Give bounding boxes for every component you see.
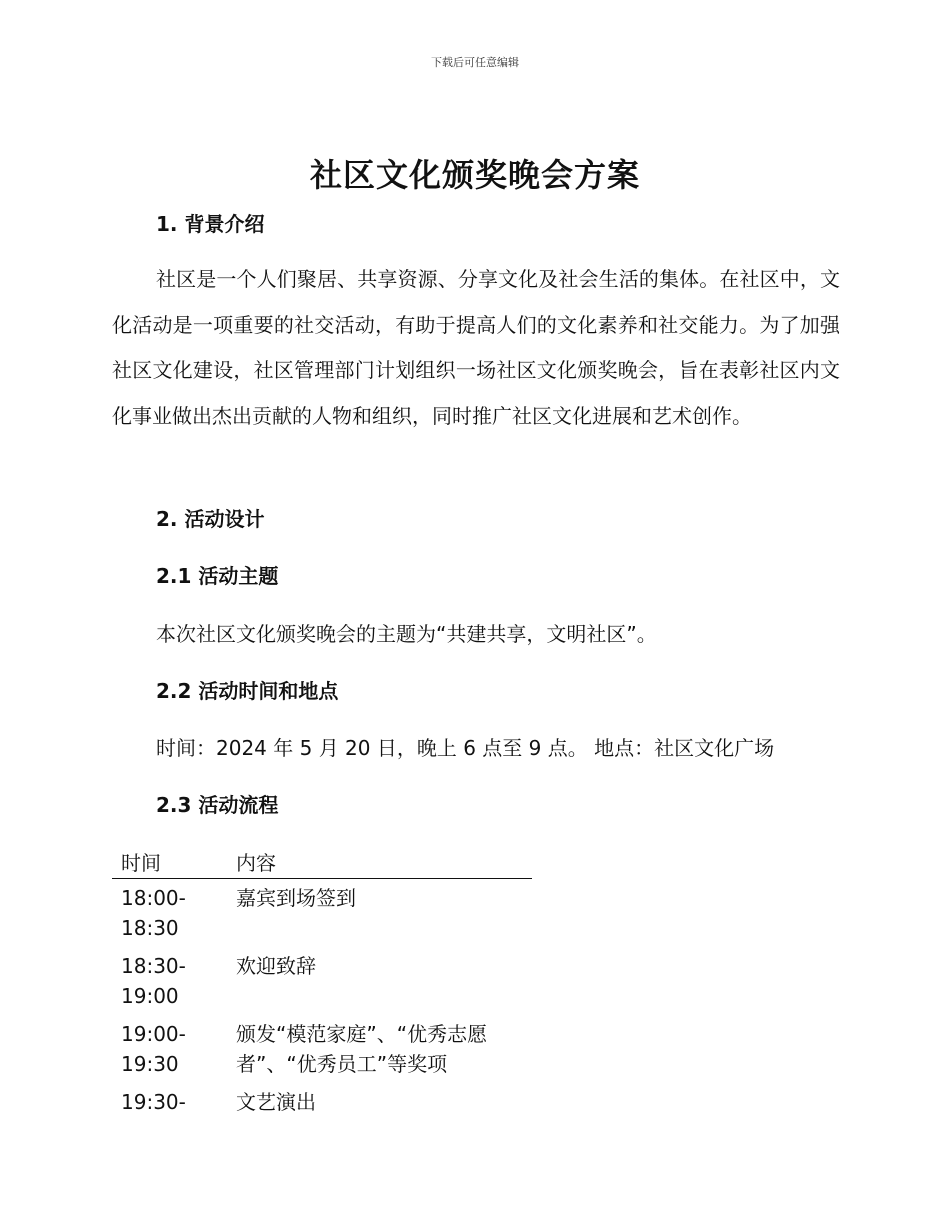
schedule-header-content: 内容 bbox=[227, 846, 532, 879]
table-row bbox=[112, 947, 532, 1015]
schedule-content-cell: 欢迎致辞 bbox=[236, 954, 316, 978]
time-start: 18:00- bbox=[121, 886, 186, 910]
schedule-content-cell: 文艺演出 bbox=[236, 1090, 316, 1114]
schedule-time-cell bbox=[112, 947, 227, 1015]
schedule-content-cell: 嘉宾到场签到 bbox=[236, 886, 356, 910]
section-heading-schedule: 2.3 活动流程 bbox=[156, 793, 279, 817]
table-row bbox=[112, 1015, 532, 1083]
section-heading-theme: 2.1 活动主题 bbox=[156, 564, 279, 588]
time-start: 19:30- bbox=[121, 1090, 186, 1114]
time-end: 18:30 bbox=[121, 916, 179, 940]
schedule-header-time: 时间 bbox=[112, 846, 227, 879]
table-row bbox=[112, 1083, 532, 1121]
schedule-table bbox=[112, 846, 532, 1121]
schedule-time-cell bbox=[112, 879, 227, 948]
section-heading-time-place: 2.2 活动时间和地点 bbox=[156, 679, 339, 703]
schedule-content-cell: 颁发“模范家庭”、“优秀志愿者”、“优秀员工”等奖项 bbox=[236, 1022, 488, 1076]
section-heading-activity-design: 2. 活动设计 bbox=[156, 507, 265, 531]
time-end: 19:00 bbox=[121, 984, 179, 1008]
time-place-paragraph: 时间：2024 年 5 月 20 日，晚上 6 点至 9 点。 地点：社区文化广场 bbox=[156, 736, 775, 760]
time-start: 19:00- bbox=[121, 1022, 186, 1046]
time-end: 19:30 bbox=[121, 1052, 179, 1076]
time-start: 18:30- bbox=[121, 954, 186, 978]
document-title: 社区文化颁奖晚会方案 bbox=[309, 156, 640, 194]
table-row bbox=[112, 879, 532, 948]
section-heading-background: 1. 背景介绍 bbox=[156, 212, 265, 236]
schedule-header-row bbox=[112, 846, 532, 879]
schedule-time-cell bbox=[112, 1015, 227, 1083]
schedule-time-cell bbox=[112, 1083, 227, 1121]
background-paragraph: 社区是一个人们聚居、共享资源、分享文化及社会生活的集体。在社区中，文化活动是一项重要的社交活动，有助于提高人们的文化素养和社交能力。为了加强社区文化建设，社区管理部门计划组织一场社区文化颁奖晚会，旨在表彰社区内文化事业做出杰出贡献的人物和组织，同时推广社区文化进展和艺术创作。 bbox=[112, 267, 840, 428]
theme-paragraph: 本次社区文化颁奖晚会的主题为“共建共享，文明社区”。 bbox=[156, 622, 657, 646]
page-header-note: 下载后可任意编辑 bbox=[431, 56, 519, 69]
